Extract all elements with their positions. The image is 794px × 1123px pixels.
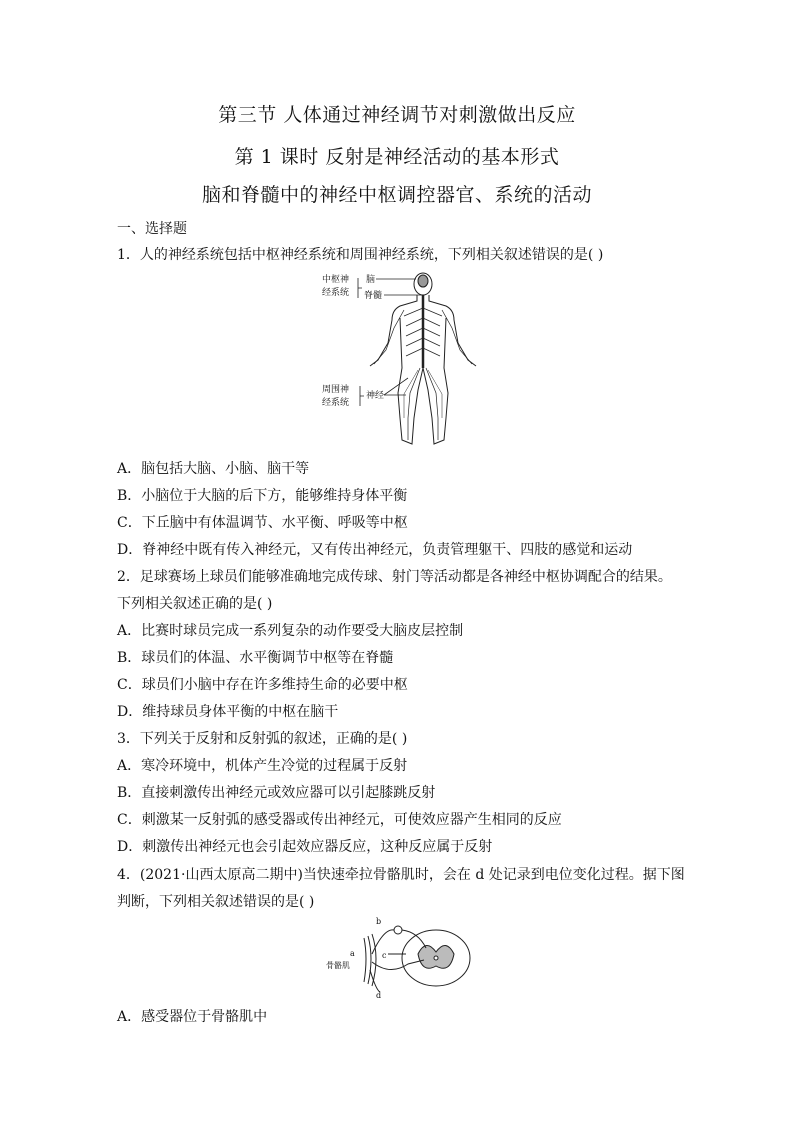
- q3-option-b: B．直接刺激传出神经元或效应器可以引起膝跳反射: [117, 785, 436, 801]
- pns-label-2: 经系统: [322, 398, 350, 408]
- label-d: d: [376, 991, 382, 1000]
- lesson-title: 第 1 课时 反射是神经活动的基本形式: [234, 146, 560, 168]
- q1-option-b: B．小脑位于大脑的后下方，能够维持身体平衡: [117, 488, 408, 504]
- q3-option-a: A．寒冷环境中，机体产生冷觉的过程属于反射: [117, 758, 408, 774]
- label-b: b: [376, 917, 382, 926]
- q3-stem: 3．下列关于反射和反射弧的叙述，正确的是( ): [117, 731, 408, 747]
- spinal-cord-label: 脊髓: [364, 291, 383, 301]
- nerve-label: 神经: [366, 391, 385, 401]
- cns-label-2: 经系统: [322, 288, 350, 298]
- q3-option-c: C．刺激某一反射弧的感受器或传出神经元，可使效应器产生相同的反应: [117, 812, 562, 828]
- muscle-label: 骨骼肌: [326, 961, 350, 970]
- lesson-subtitle: 脑和脊髓中的神经中枢调控器官、系统的活动: [201, 184, 592, 206]
- q2-stem-line-1: 2．足球赛场上球员们能够准确地完成传球、射门等活动都是各神经中枢协调配合的结果。: [117, 569, 672, 585]
- q4-option-a: A．感受器位于骨骼肌中: [117, 1009, 268, 1025]
- cns-label-1: 中枢神: [322, 275, 350, 285]
- section-title: 第三节 人体通过神经调节对刺激做出反应: [218, 104, 576, 126]
- pns-label-1: 周围神: [322, 385, 350, 395]
- section-heading: 一、选择题: [117, 221, 187, 237]
- q2-option-a: A．比赛时球员完成一系列复杂的动作要受大脑皮层控制: [117, 623, 464, 639]
- label-c: c: [382, 951, 387, 960]
- q2-option-d: D．维持球员身体平衡的中枢在脑干: [117, 704, 339, 720]
- label-a: a: [350, 949, 355, 958]
- q2-option-c: C．球员们小脑中存在许多维持生命的必要中枢: [117, 677, 408, 693]
- q1-stem: 1．人的神经系统包括中枢神经系统和周围神经系统，下列相关叙述错误的是( ): [117, 247, 604, 263]
- q1-option-a: A．脑包括大脑、小脑、脑干等: [117, 461, 310, 477]
- reflex-arc-figure: [326, 914, 476, 1000]
- nervous-system-figure: [318, 268, 488, 452]
- q1-option-d: D．脊神经中既有传入神经元，又有传出神经元，负责管理躯干、四肢的感觉和运动: [117, 542, 633, 558]
- q2-option-b: B．球员们的体温、水平衡调节中枢等在脊髓: [117, 650, 394, 666]
- q3-option-d: D．刺激传出神经元也会引起效应器反应，这种反应属于反射: [117, 839, 493, 855]
- q4-stem-line-2: 判断，下列相关叙述错误的是( ): [117, 894, 315, 910]
- q4-stem-line-1: 4．(2021·山西太原高二期中)当快速牵拉骨骼肌时，会在 d 处记录到电位变化过程。据下图: [117, 867, 685, 883]
- q1-option-c: C．下丘脑中有体温调节、水平衡、呼吸等中枢: [117, 515, 408, 531]
- brain-label: 脑: [366, 275, 376, 285]
- q2-stem-line-2: 下列相关叙述正确的是( ): [117, 596, 273, 612]
